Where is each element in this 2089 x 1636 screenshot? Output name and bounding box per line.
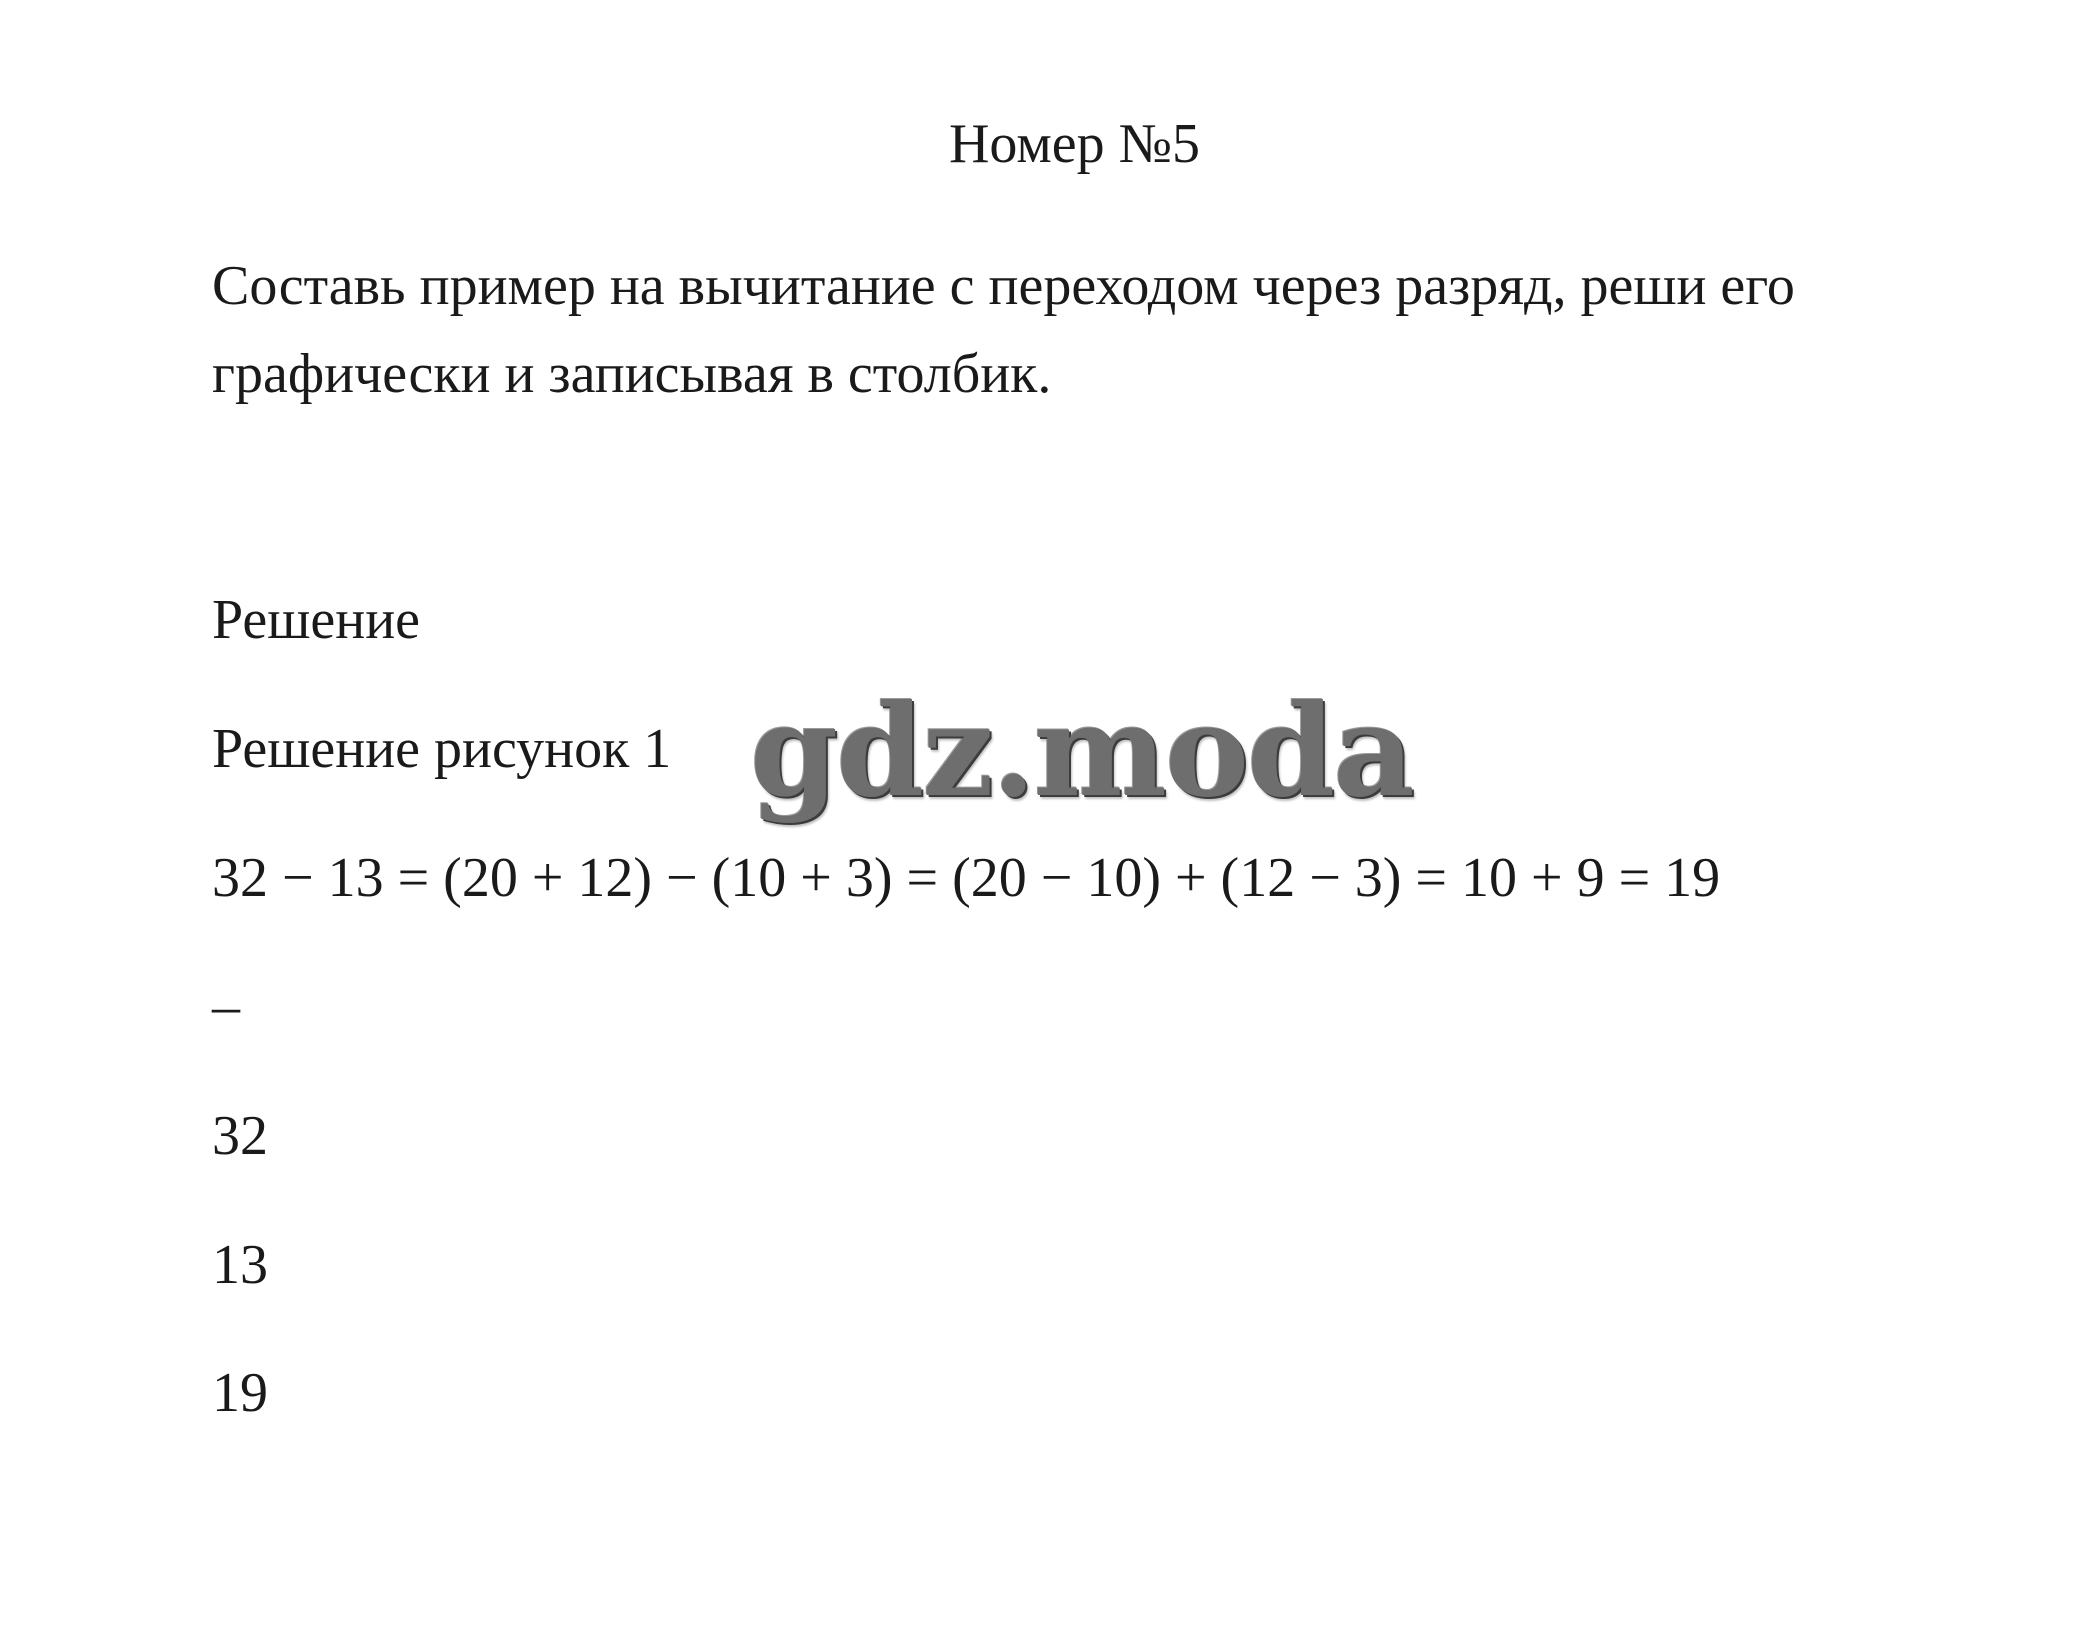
solution-equation: 32 − 13 = (20 + 12) − (10 + 3) = (20 − 10) + (12 − 3) = 10 + 9 = 19	[212, 847, 1721, 909]
column-operator: –	[212, 975, 240, 1037]
solution-heading: Решение	[212, 589, 421, 651]
page-title: Номер №5	[948, 113, 1201, 175]
column-result: 19	[212, 1362, 268, 1424]
figure-caption: Решение рисунок 1	[212, 718, 672, 780]
watermark-logo: gdz.moda	[750, 677, 1413, 825]
column-minuend: 32	[212, 1105, 268, 1167]
column-subtrahend: 13	[212, 1234, 268, 1296]
task-text: Составь пример на вычитание с переходом через разряд, реши его графически и записывая в столбик.	[212, 255, 1795, 405]
